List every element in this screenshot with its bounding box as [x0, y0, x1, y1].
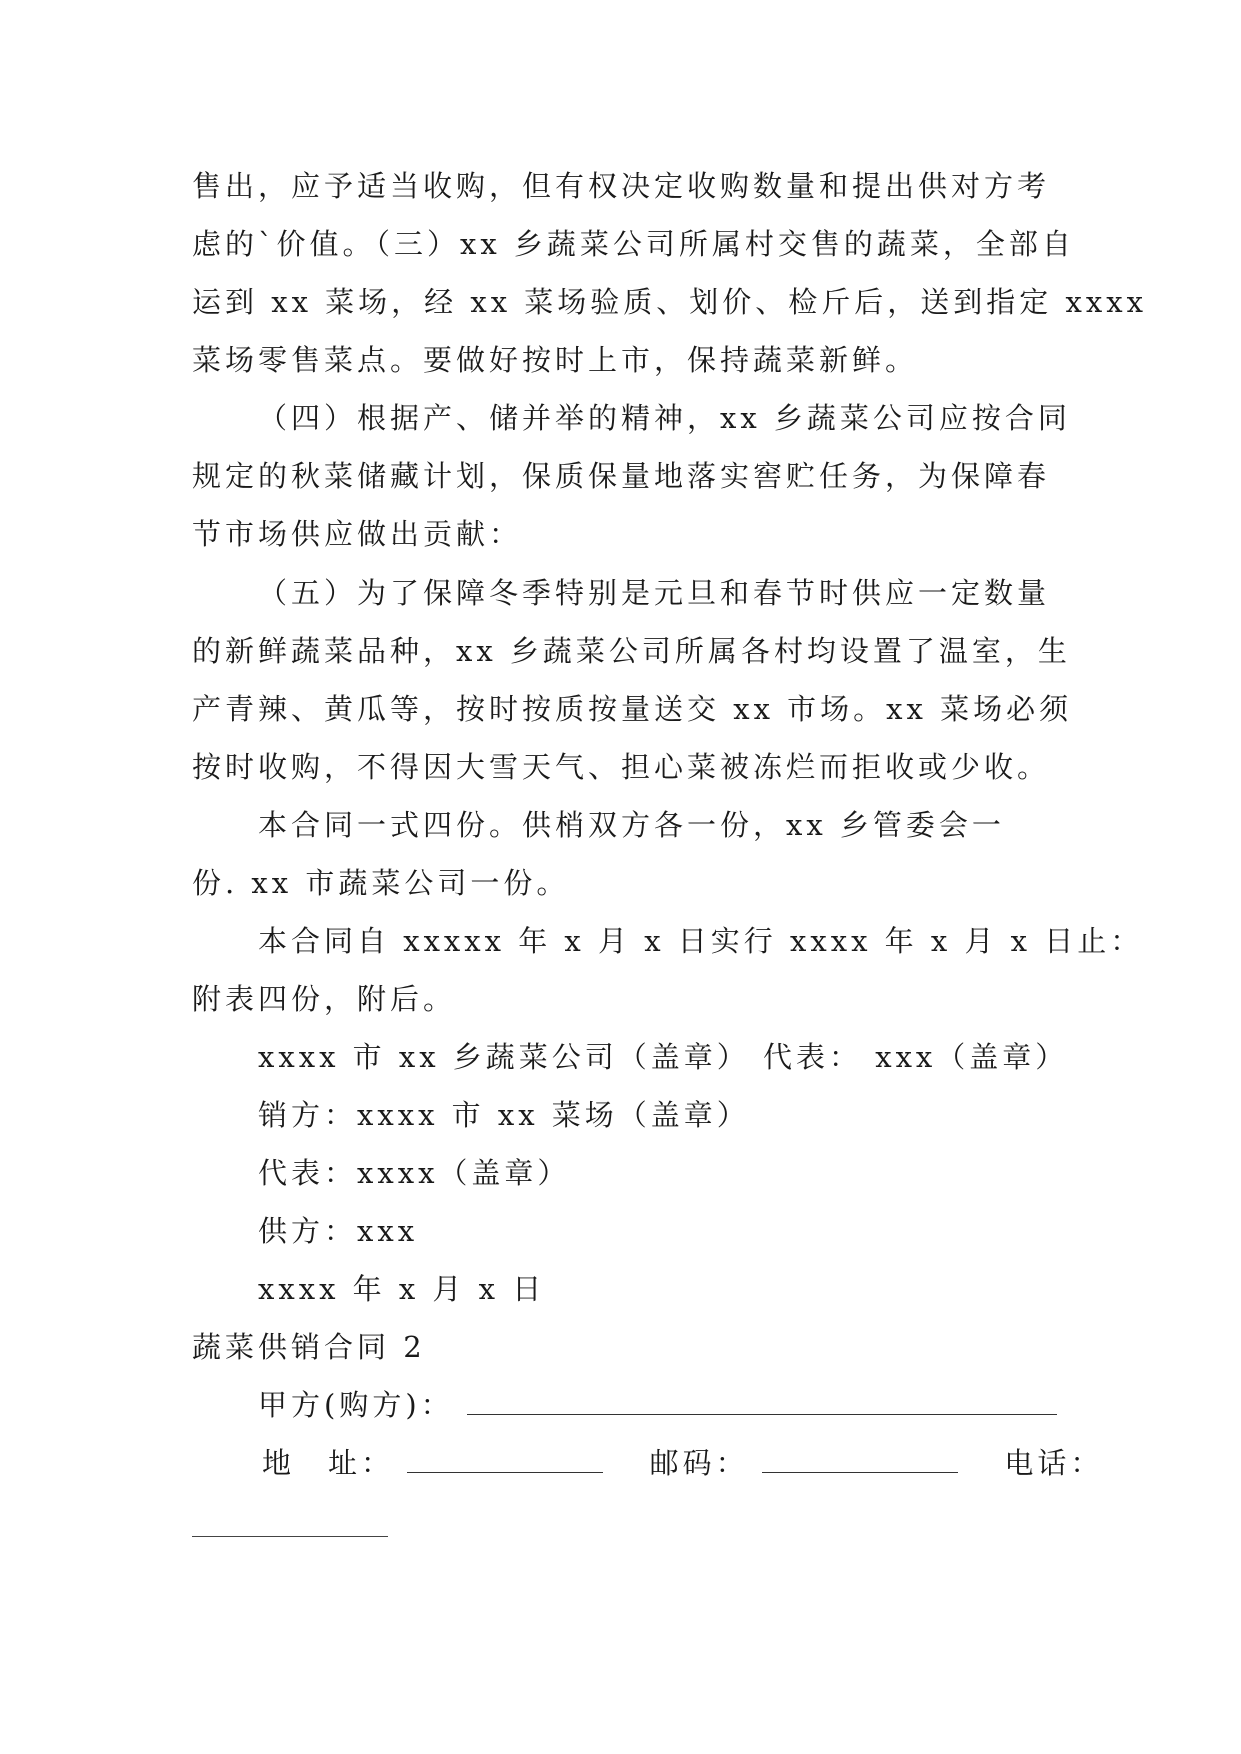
text-line: 按时收购，不得因大雪天气、担心菜被冻烂而拒收或少收。 [192, 750, 1051, 784]
text-line: 规定的秋菜储藏计划，保质保量地落实窖贮任务，为保障春 [192, 459, 1051, 493]
paragraph-4: （四）根据产、储并举的精神，xx 乡蔬菜公司应按合同 [258, 401, 1071, 435]
party-a-field[interactable] [467, 1392, 1057, 1415]
paragraph-5: （五）为了保障冬季特别是元旦和春节时供应一定数量 [258, 576, 1051, 610]
text-line: 菜场零售菜点。要做好按时上市，保持蔬菜新鲜。 [192, 343, 919, 377]
phone-label: 电话： [1004, 1446, 1104, 1480]
signature-party-line: xxxx 市 xx 乡蔬菜公司（盖章） 代表： xxx（盖章） [258, 1040, 1069, 1074]
copies-clause: 本合同一式四份。供梢双方各一份，xx 乡管委会一 [258, 808, 1005, 842]
postcode-field[interactable] [762, 1450, 958, 1473]
text-line: 节市场供应做出贡献： [192, 517, 523, 551]
party-a-label: 甲方(购方)： [258, 1388, 454, 1422]
supplier-line: 供方：xxx [258, 1214, 419, 1248]
phone-field[interactable] [192, 1536, 388, 1537]
date-line: xxxx 年 x 月 x 日 [258, 1272, 546, 1306]
text-line: 附表四份，附后。 [192, 982, 457, 1016]
seller-line: 销方：xxxx 市 xx 菜场（盖章） [258, 1098, 750, 1132]
party-a-row [258, 1385, 1057, 1425]
term-clause: 本合同自 xxxxx 年 x 月 x 日实行 xxxx 年 x 月 x 日止： [258, 924, 1144, 958]
section-title: 蔬菜供销合同 2 [192, 1330, 426, 1364]
address-field[interactable] [407, 1450, 603, 1473]
address-label: 地 址： [262, 1446, 395, 1480]
contact-row [262, 1443, 1103, 1483]
text-line: 份. xx 市蔬菜公司一份。 [192, 866, 570, 900]
text-line: 运到 xx 菜场，经 xx 菜场验质、划价、检斤后，送到指定 xxxx [192, 285, 1147, 319]
text-line: 售出，应予适当收购，但有权决定收购数量和提出供对方考 [192, 169, 1051, 203]
text-line: 虑的`价值。（三）xx 乡蔬菜公司所属村交售的蔬菜，全部自 [192, 227, 1075, 261]
text-line: 产青辣、黄瓜等，按时按质按量送交 xx 市场。xx 菜场必须 [192, 692, 1073, 726]
text-line: 的新鲜蔬菜品种，xx 乡蔬菜公司所属各村均设置了温室，生 [192, 634, 1071, 668]
postcode-label: 邮码： [649, 1446, 749, 1480]
representative-line: 代表：xxxx（盖章） [258, 1156, 571, 1190]
